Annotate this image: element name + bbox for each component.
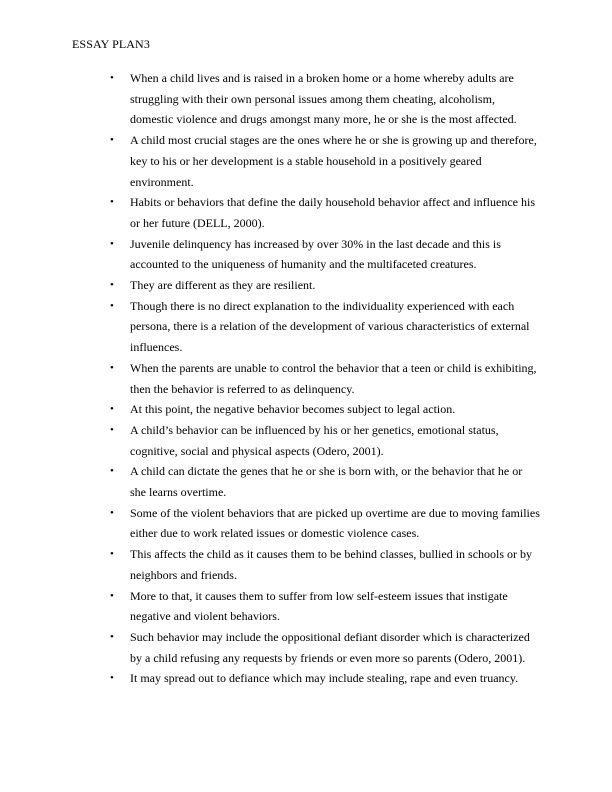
bullet-icon: • xyxy=(110,279,114,292)
list-item-text: More to that, it causes them to suffer from low self-esteem issues that instigate negative and violent behaviors. xyxy=(130,588,508,624)
bullet-icon: • xyxy=(110,196,114,209)
bullet-icon: • xyxy=(110,403,114,416)
list-item xyxy=(108,503,540,544)
list-item-text: Habits or behaviors that define the daily household behavior affect and influence his or her future (DELL, 2000). xyxy=(130,195,535,230)
list-item xyxy=(108,275,540,296)
list-item-text: Such behavior may include the oppositional defiant disorder which is characterized by a child refusing any requests by friends or even more so parents (Odero, 2001). xyxy=(130,629,530,665)
list-item xyxy=(108,192,540,233)
list-item-text: A child most crucial stages are the ones where he or she is growing up and therefore, key to his or her development is a stable household in a positively geared environment. xyxy=(130,133,537,189)
bullet-icon: • xyxy=(110,506,114,519)
bullet-icon: • xyxy=(110,548,114,561)
list-item-text: A child can dictate the genes that he or she is born with, or the behavior that he or she learns overtime. xyxy=(130,464,523,500)
list-item-text: Juvenile delinquency has increased by over 30% in the last decade and this is accounted to the uniqueness of humanity and the multifaceted creatures. xyxy=(130,236,501,272)
list-item-text: A child’s behavior can be influenced by his or her genetics, emotional status, cognitive, social and physical aspects (Odero, 2001). xyxy=(130,422,499,458)
list-item-text: When a child lives and is raised in a broken home or a home whereby adults are struggling with their own personal issues among them cheating, alcoholism, domestic violence and drugs amongst many more, he or she is the most affected. xyxy=(130,71,517,127)
list-item xyxy=(108,130,540,192)
list-item-text: Though there is no direct explanation to the individuality experienced with each persona, there is a relation of the development of various characteristics of external influences. xyxy=(130,298,530,355)
page-number: 3 xyxy=(143,37,150,51)
list-item-text: At this point, the negative behavior becomes subject to legal action. xyxy=(130,402,456,417)
list-item-text: This affects the child as it causes them to be behind classes, bullied in schools or by neighbors and friends. xyxy=(130,547,533,582)
list-item xyxy=(108,544,540,585)
list-item xyxy=(108,296,540,358)
bullet-icon: • xyxy=(110,630,114,643)
list-item xyxy=(108,420,540,461)
bullet-icon: • xyxy=(110,465,114,478)
list-item-text: It may spread out to defiance which may include stealing, rape and even truancy. xyxy=(130,671,519,686)
bullet-icon: • xyxy=(110,361,114,374)
list-item xyxy=(108,358,540,399)
list-item xyxy=(108,68,540,130)
bullet-icon: • xyxy=(110,237,114,250)
list-item xyxy=(108,399,540,420)
running-header xyxy=(72,37,150,51)
bullet-icon: • xyxy=(110,134,114,147)
list-item xyxy=(108,627,540,668)
bullet-icon: • xyxy=(110,672,114,685)
list-item-text: They are different as they are resilient. xyxy=(130,278,316,293)
header-title: ESSAY PLAN xyxy=(72,37,144,51)
bullet-icon: • xyxy=(110,72,114,84)
list-item xyxy=(108,586,540,627)
bullet-icon: • xyxy=(110,589,114,602)
list-item xyxy=(108,461,540,502)
list-item xyxy=(108,668,540,689)
bullet-icon: • xyxy=(110,299,114,312)
list-item xyxy=(108,234,540,275)
list-item-text: When the parents are unable to control the behavior that a teen or child is exhibiting, then the behavior is referred to as delinquency. xyxy=(130,360,537,396)
bullet-icon: • xyxy=(110,423,114,436)
list-item-text: Some of the violent behaviors that are picked up overtime are due to moving families either due to work related issues or domestic violence cases. xyxy=(130,505,540,541)
bullet-list xyxy=(108,68,540,689)
